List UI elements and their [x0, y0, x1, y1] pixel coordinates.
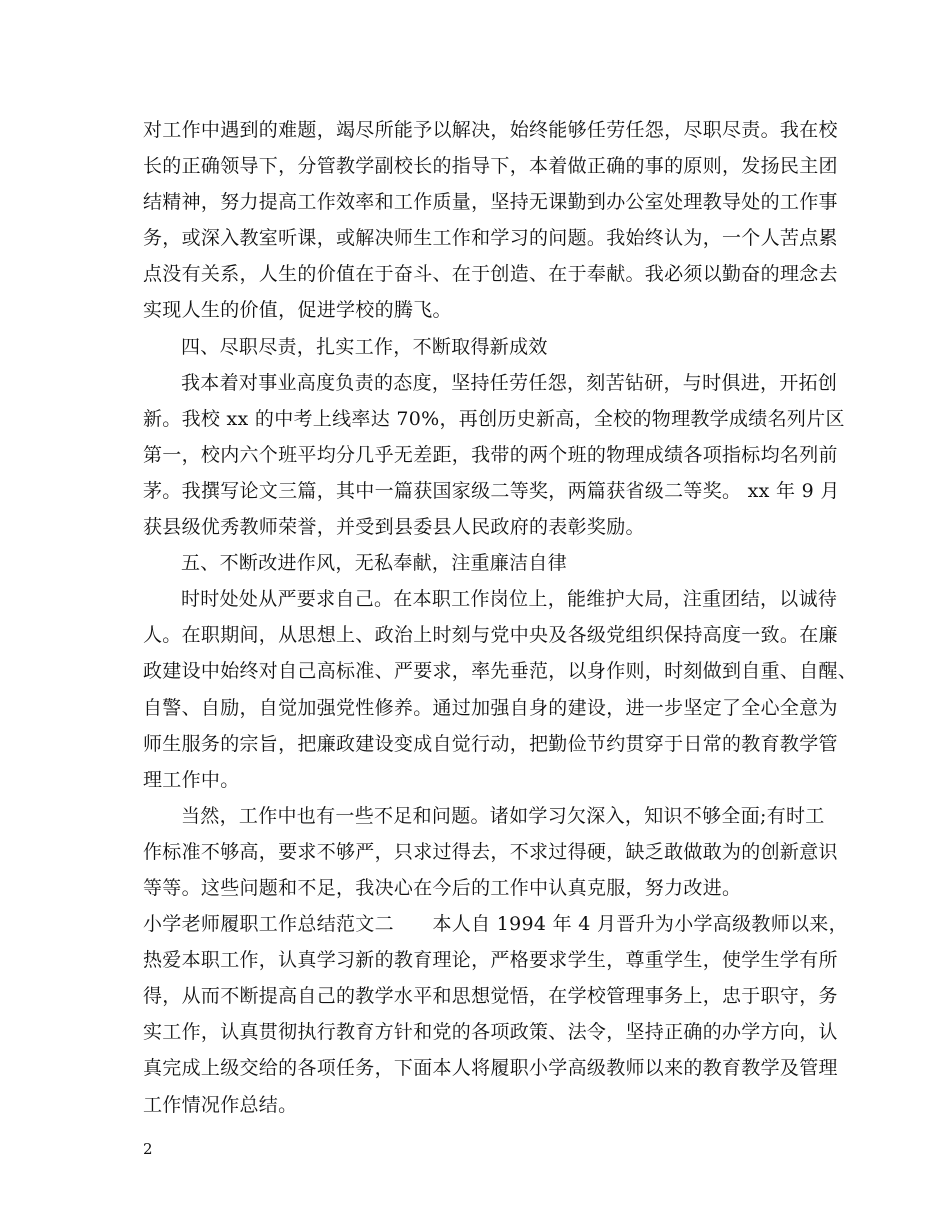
text-line: 热爱本职工作，认真学习新的教育理论，严格要求学生，尊重学生，使学生学有所 [143, 949, 838, 972]
text-line: 对工作中遇到的难题，竭尽所能予以解决，始终能够任劳任怨，尽职尽责。我在校 [143, 119, 838, 141]
text-line: 作标准不够高，要求不够严，只求过得去，不求过得硬，缺乏敢做敢为的创新意识 [143, 840, 838, 863]
text-line: 师生服务的宗旨，把廉政建设变成自觉行动，把勤俭节约贯穿于日常的教育教学管 [143, 732, 838, 755]
section-heading: 五、不断改进作风，无私奉献，注重廉洁自律 [181, 552, 568, 575]
text-line: 我本着对事业高度负责的态度，坚持任劳任怨，刻苦钻研，与时俱进，开拓创 [181, 371, 838, 394]
text-line: 人。在职期间，从思想上、政治上时刻与党中央及各级党组织保持高度一致。在廉 [143, 624, 838, 647]
text-line: 当然，工作中也有一些不足和问题。诸如学习欠深入，知识不够全面;有时工 [181, 804, 825, 827]
text-line: 政建设中始终对自己高标准、严要求，率先垂范，以身作则，时刻做到自重、自醒、 [143, 660, 858, 683]
text-line: 点没有关系，人生的价值在于奋斗、在于创造、在于奉献。我必须以勤奋的理念去 [143, 263, 838, 286]
body-text [143, 112, 858, 1123]
text-line: 时时处处从严要求自己。在本职工作岗位上，能维护大局，注重团结，以诚待 [181, 588, 838, 611]
section-heading: 四、尽职尽责，扎实工作，不断取得新成效 [181, 335, 548, 358]
text-line: 新。我校 xx 的中考上线率达 70%，再创历史新高，全校的物理教学成绩名列片区 [143, 407, 845, 430]
text-line: 得，从而不断提高自己的教学水平和思想觉悟，在学校管理事务上，忠于职守，务 [143, 985, 838, 1008]
page-number: 2 [143, 1140, 153, 1158]
text-line: 等等。这些问题和不足，我决心在今后的工作中认真克服，努力改进。 [143, 876, 742, 899]
text-line: 务，或深入教室听课，或解决师生工作和学习的问题。我始终认为，一个人苦点累 [143, 227, 838, 250]
text-line: 结精神，努力提高工作效率和工作质量，坚持无课勤到办公室处理教导处的工作事 [143, 191, 838, 214]
text-line: 自警、自励，自觉加强党性修养。通过加强自身的建设，进一步坚定了全心全意为 [143, 696, 838, 719]
text-line: 获县级优秀教师荣誉，并受到县委县人民政府的表彰奖励。 [143, 516, 645, 539]
text-line: 工作情况作总结。 [143, 1093, 298, 1116]
text-line: 真完成上级交给的各项任务，下面本人将履职小学高级教师以来的教育教学及管理 [143, 1057, 838, 1080]
text-line: 茅。我撰写论文三篇，其中一篇获国家级二等奖，两篇获省级二等奖。 xx 年 9 月 [143, 479, 840, 502]
text-line: 实工作，认真贯彻执行教育方针和党的各项政策、法令，坚持正确的办学方向，认 [143, 1021, 838, 1044]
text-line: 长的正确领导下，分管教学副校长的指导下，本着做正确的事的原则，发扬民主团 [143, 155, 838, 178]
text-line: 小学老师履职工作总结范文二 本人自 1994 年 4 月晋升为小学高级教师以来， [143, 913, 848, 936]
text-line: 理工作中。 [143, 768, 240, 791]
text-line: 第一，校内六个班平均分几乎无差距，我带的两个班的物理成绩各项指标均名列前 [143, 443, 838, 466]
text-line: 实现人生的价值，促进学校的腾飞。 [143, 299, 452, 322]
